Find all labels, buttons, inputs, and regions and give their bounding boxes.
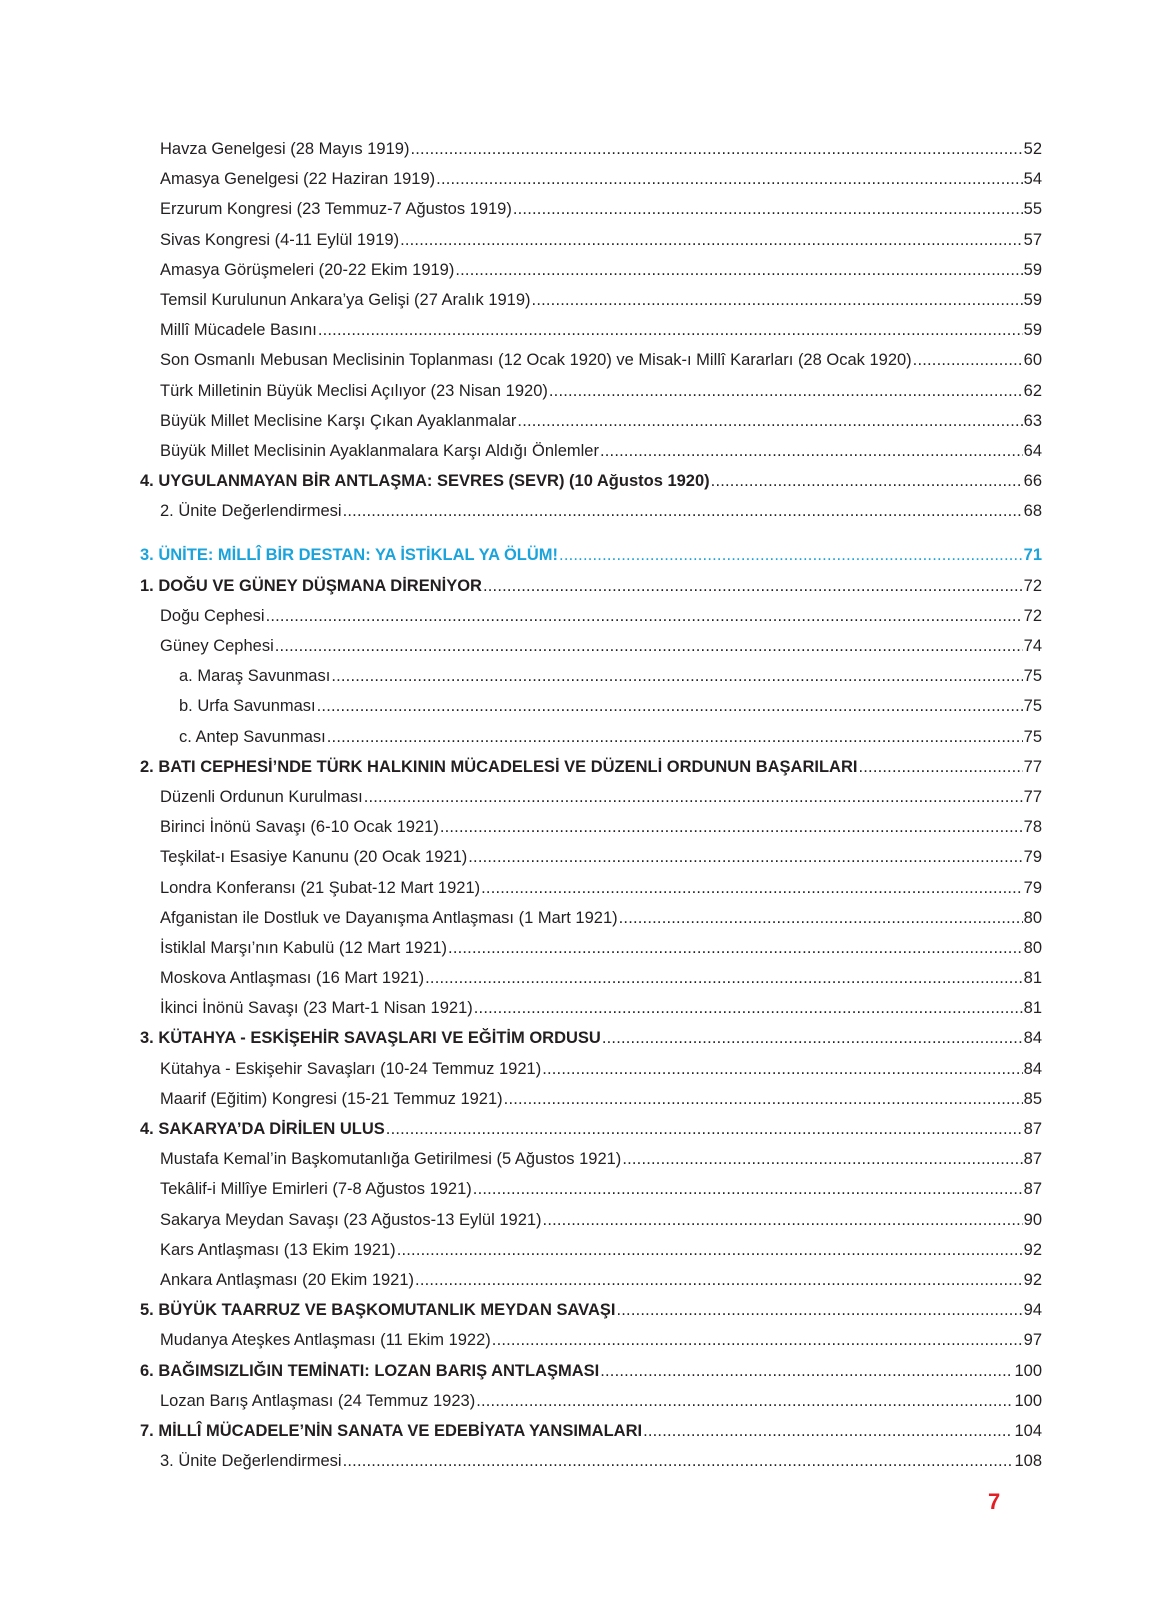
toc-entry-page: 59: [1023, 260, 1042, 279]
toc-entry-page: 97: [1023, 1331, 1042, 1350]
dot-leader: [474, 993, 1023, 1023]
toc-entry-title: Teşkilat-ı Esasiye Kanunu (20 Ocak 1921): [160, 848, 468, 867]
toc-entry-page: 92: [1023, 1240, 1042, 1259]
toc-entry-title: b. Urfa Savunması: [179, 697, 316, 716]
toc-entry-page: 84: [1023, 1029, 1042, 1048]
toc-entry-page: 92: [1023, 1270, 1042, 1289]
toc-entry-title: Tekâlif-i Millîye Emirleri (7-8 Ağustos 1921): [160, 1180, 472, 1199]
toc-entry-title: 2. BATI CEPHESİ’NDE TÜRK HALKININ MÜCADELESİ VE DÜZENLİ ORDUNUN BAŞARILARI: [140, 757, 858, 776]
toc-entry[interactable]: [140, 1446, 1042, 1476]
toc-entry[interactable]: [140, 903, 1042, 933]
dot-leader: [397, 1235, 1023, 1265]
table-of-contents: [140, 134, 1042, 1476]
toc-entry[interactable]: [140, 134, 1042, 164]
dot-leader: [440, 812, 1023, 842]
toc-entry-page: 71: [1023, 546, 1042, 565]
toc-entry[interactable]: [140, 1205, 1042, 1235]
toc-entry-title: Havza Genelgesi (28 Mayıs 1919): [160, 140, 410, 158]
dot-leader: [436, 164, 1022, 194]
toc-entry-title: Afganistan ile Dostluk ve Dayanışma Antlaşması (1 Mart 1921): [160, 908, 618, 927]
toc-entry-page: 87: [1023, 1150, 1042, 1169]
dot-leader: [532, 285, 1023, 315]
toc-section-heading[interactable]: [140, 1356, 1042, 1386]
toc-entry-page: 78: [1023, 818, 1042, 837]
dot-leader: [266, 601, 1023, 631]
toc-entry[interactable]: [140, 406, 1042, 436]
toc-entry-page: 57: [1023, 230, 1042, 249]
toc-section-heading[interactable]: [140, 1295, 1042, 1325]
toc-entry-title: 5. BÜYÜK TAARRUZ VE BAŞKOMUTANLIK MEYDAN SAVAŞI: [140, 1301, 616, 1320]
toc-entry[interactable]: [140, 345, 1042, 375]
dot-leader: [858, 752, 1022, 782]
toc-entry-page: 100: [1014, 1391, 1042, 1410]
toc-entry[interactable]: [140, 436, 1042, 466]
toc-entry-page: 79: [1023, 848, 1042, 867]
dot-leader: [600, 436, 1023, 466]
toc-entry-title: 3. KÜTAHYA - ESKİŞEHİR SAVAŞLARI VE EĞİTİM ORDUSU: [140, 1029, 601, 1048]
dot-leader: [415, 1265, 1023, 1295]
dot-leader: [343, 1446, 1014, 1476]
toc-entry-title: Lozan Barış Antlaşması (24 Temmuz 1923): [160, 1391, 476, 1410]
toc-entry-title: Temsil Kurulunun Ankara’ya Gelişi (27 Aralık 1919): [160, 290, 531, 309]
toc-entry-title: Güney Cephesi: [160, 637, 274, 655]
toc-entry-title: Ankara Antlaşması (20 Ekim 1921): [160, 1270, 415, 1289]
toc-entry-page: 66: [1023, 472, 1042, 491]
dot-leader: [602, 1023, 1023, 1053]
toc-entry-page: 90: [1023, 1210, 1042, 1229]
toc-entry-title: Amasya Görüşmeleri (20-22 Ekim 1919): [160, 260, 455, 279]
dot-leader: [275, 631, 1023, 661]
toc-entry-page: 80: [1023, 908, 1042, 927]
dot-leader: [327, 722, 1023, 752]
toc-entry-page: 87: [1023, 1120, 1042, 1138]
toc-entry[interactable]: [140, 164, 1042, 194]
toc-entry-page: 84: [1023, 1059, 1042, 1078]
dot-leader: [425, 963, 1023, 993]
toc-entry-page: 62: [1023, 381, 1042, 400]
dot-leader: [317, 691, 1023, 721]
toc-entry[interactable]: [140, 496, 1042, 526]
dot-leader: [476, 1386, 1013, 1416]
toc-entry-title: 3. ÜNİTE: MİLLÎ BİR DESTAN: YA İSTİKLAL YA ÖLÜM!: [140, 546, 559, 565]
toc-entry-title: 2. Ünite Değerlendirmesi: [160, 502, 342, 521]
toc-entry-title: Mudanya Ateşkes Antlaşması (11 Ekim 1922): [160, 1331, 491, 1350]
toc-entry-title: 4. UYGULANMAYAN BİR ANTLAŞMA: SEVRES (SEVR) (10 Ağustos 1920): [140, 472, 710, 491]
toc-entry[interactable]: [140, 722, 1042, 752]
toc-entry-page: 80: [1023, 938, 1042, 957]
toc-entry-title: Sivas Kongresi (4-11 Eylül 1919): [160, 230, 400, 249]
toc-entry-page: 77: [1023, 757, 1042, 776]
toc-entry-title: Türk Milletinin Büyük Meclisi Açılıyor (23 Nisan 1920): [160, 381, 548, 400]
toc-entry-title: Düzenli Ordunun Kurulması: [160, 787, 363, 806]
toc-entry-title: Amasya Genelgesi (22 Haziran 1919): [160, 170, 436, 189]
toc-entry-title: 3. Ünite Değerlendirmesi: [160, 1452, 342, 1471]
toc-entry-page: 104: [1014, 1421, 1042, 1440]
toc-entry-title: İkinci İnönü Savaşı (23 Mart-1 Nisan 1921): [160, 999, 473, 1018]
dot-leader: [483, 571, 1023, 601]
dot-leader: [600, 1356, 1013, 1386]
toc-entry-title: 1. DOĞU VE GÜNEY DÜŞMANA DİRENİYOR: [140, 576, 482, 595]
toc-entry-title: Doğu Cephesi: [160, 606, 265, 625]
dot-leader: [492, 1325, 1023, 1355]
toc-section-heading[interactable]: [140, 1416, 1042, 1446]
toc-entry[interactable]: [140, 376, 1042, 406]
toc-entry-page: 72: [1023, 576, 1042, 595]
toc-entry-title: Büyük Millet Meclisine Karşı Çıkan Ayaklanmalar: [160, 411, 517, 430]
toc-entry[interactable]: [140, 1054, 1042, 1084]
toc-entry[interactable]: [140, 691, 1042, 721]
toc-entry-title: 6. BAĞIMSIZLIĞIN TEMİNATI: LOZAN BARIŞ ANTLAŞMASI: [140, 1361, 600, 1380]
toc-entry[interactable]: [140, 1084, 1042, 1114]
toc-entry[interactable]: [140, 225, 1042, 255]
toc-entry-title: a. Maraş Savunması: [179, 667, 331, 686]
toc-entry[interactable]: [140, 315, 1042, 345]
dot-leader: [331, 661, 1022, 691]
toc-entry[interactable]: [140, 812, 1042, 842]
toc-entry-page: 68: [1023, 502, 1042, 521]
dot-leader: [549, 376, 1023, 406]
toc-entry-page: 94: [1023, 1301, 1042, 1320]
dot-leader: [448, 933, 1023, 963]
toc-entry-page: 79: [1023, 878, 1042, 897]
toc-entry-page: 59: [1023, 321, 1042, 340]
dot-leader: [513, 194, 1023, 224]
toc-entry[interactable]: [140, 601, 1042, 631]
toc-entry-page: 75: [1023, 697, 1042, 716]
toc-entry-page: 55: [1023, 200, 1042, 219]
toc-entry-page: 81: [1023, 999, 1042, 1018]
toc-entry-title: Mustafa Kemal’in Başkomutanlığa Getirilmesi (5 Ağustos 1921): [160, 1150, 622, 1169]
toc-entry-title: 4. SAKARYA’DA DİRİLEN ULUS: [140, 1120, 385, 1138]
toc-entry[interactable]: [140, 1265, 1042, 1295]
toc-entry-title: İstiklal Marşı’nın Kabulü (12 Mart 1921): [160, 938, 448, 957]
toc-entry[interactable]: [140, 933, 1042, 963]
toc-entry-page: 75: [1023, 667, 1042, 686]
dot-leader: [913, 345, 1023, 375]
page-number: 7: [988, 1489, 1001, 1514]
dot-leader: [481, 873, 1023, 903]
toc-entry-title: Sakarya Meydan Savaşı (23 Ağustos-13 Eylül 1921): [160, 1210, 542, 1229]
toc-entry-title: Kütahya - Eskişehir Savaşları (10-24 Temmuz 1921): [160, 1059, 542, 1078]
toc-entry[interactable]: [140, 993, 1042, 1023]
toc-entry-title: c. Antep Savunması: [179, 727, 326, 746]
toc-entry-title: Millî Mücadele Basını: [160, 321, 317, 340]
dot-leader: [473, 1174, 1023, 1204]
toc-entry-page: 100: [1014, 1361, 1042, 1380]
dot-leader: [410, 134, 1022, 164]
dot-leader: [468, 842, 1022, 872]
toc-entry-page: 54: [1023, 170, 1042, 189]
toc-entry[interactable]: [140, 1386, 1042, 1416]
dot-leader: [386, 1114, 1023, 1144]
toc-entry-page: 72: [1023, 606, 1042, 625]
toc-entry-page: 52: [1023, 140, 1042, 158]
toc-entry[interactable]: [140, 1325, 1042, 1355]
toc-section-heading[interactable]: [140, 752, 1042, 782]
toc-entry[interactable]: [140, 782, 1042, 812]
toc-entry[interactable]: [140, 1144, 1042, 1174]
toc-entry-page: 108: [1014, 1452, 1042, 1471]
toc-entry-page: 85: [1023, 1089, 1042, 1108]
toc-entry-page: 63: [1023, 411, 1042, 430]
toc-section-heading[interactable]: [140, 1114, 1042, 1144]
dot-leader: [517, 406, 1022, 436]
toc-entry-title: Maarif (Eğitim) Kongresi (15-21 Temmuz 1921): [160, 1089, 503, 1108]
toc-entry-title: Londra Konferansı (21 Şubat-12 Mart 1921): [160, 878, 481, 897]
toc-entry[interactable]: [140, 1235, 1042, 1265]
toc-entry[interactable]: [140, 661, 1042, 691]
toc-entry[interactable]: [140, 1174, 1042, 1204]
dot-leader: [504, 1084, 1023, 1114]
dot-leader: [643, 1416, 1013, 1446]
dot-leader: [711, 466, 1023, 496]
toc-unit-heading[interactable]: [140, 540, 1042, 570]
dot-leader: [343, 496, 1023, 526]
dot-leader: [619, 903, 1023, 933]
toc-entry[interactable]: [140, 285, 1042, 315]
toc-entry-page: 74: [1023, 637, 1042, 655]
toc-entry-title: Büyük Millet Meclisinin Ayaklanmalara Karşı Aldığı Önlemler: [160, 441, 599, 460]
toc-entry-page: 77: [1023, 787, 1042, 806]
toc-entry-title: Erzurum Kongresi (23 Temmuz-7 Ağustos 1919): [160, 200, 512, 219]
dot-leader: [559, 540, 1023, 570]
toc-entry[interactable]: [140, 963, 1042, 993]
dot-leader: [400, 225, 1023, 255]
toc-section-heading[interactable]: [140, 466, 1042, 496]
toc-entry[interactable]: [140, 194, 1042, 224]
toc-entry-title: Son Osmanlı Mebusan Meclisinin Toplanması (12 Ocak 1920) ve Misak-ı Millî Kararları (28 Ocak 1920): [160, 351, 912, 370]
dot-leader: [622, 1144, 1022, 1174]
dot-leader: [318, 315, 1023, 345]
toc-entry-page: 81: [1023, 969, 1042, 988]
toc-entry-page: 87: [1023, 1180, 1042, 1199]
toc-entry[interactable]: [140, 873, 1042, 903]
dot-leader: [616, 1295, 1022, 1325]
toc-entry[interactable]: [140, 842, 1042, 872]
toc-section-heading[interactable]: [140, 1023, 1042, 1053]
toc-section-heading[interactable]: [140, 571, 1042, 601]
toc-entry[interactable]: [140, 631, 1042, 661]
toc-entry-page: 60: [1023, 351, 1042, 370]
toc-entry-title: 7. MİLLÎ MÜCADELE’NİN SANATA VE EDEBİYATA YANSIMALARI: [140, 1421, 643, 1440]
toc-entry-title: Kars Antlaşması (13 Ekim 1921): [160, 1240, 396, 1259]
toc-entry-title: Moskova Antlaşması (16 Mart 1921): [160, 969, 425, 988]
toc-entry-page: 59: [1023, 290, 1042, 309]
toc-entry-page: 64: [1023, 441, 1042, 460]
dot-leader: [543, 1205, 1023, 1235]
toc-entry-title: Birinci İnönü Savaşı (6-10 Ocak 1921): [160, 818, 439, 837]
dot-leader: [364, 782, 1023, 812]
toc-entry[interactable]: [140, 255, 1042, 285]
dot-leader: [455, 255, 1022, 285]
dot-leader: [542, 1054, 1022, 1084]
toc-entry-page: 75: [1023, 727, 1042, 746]
